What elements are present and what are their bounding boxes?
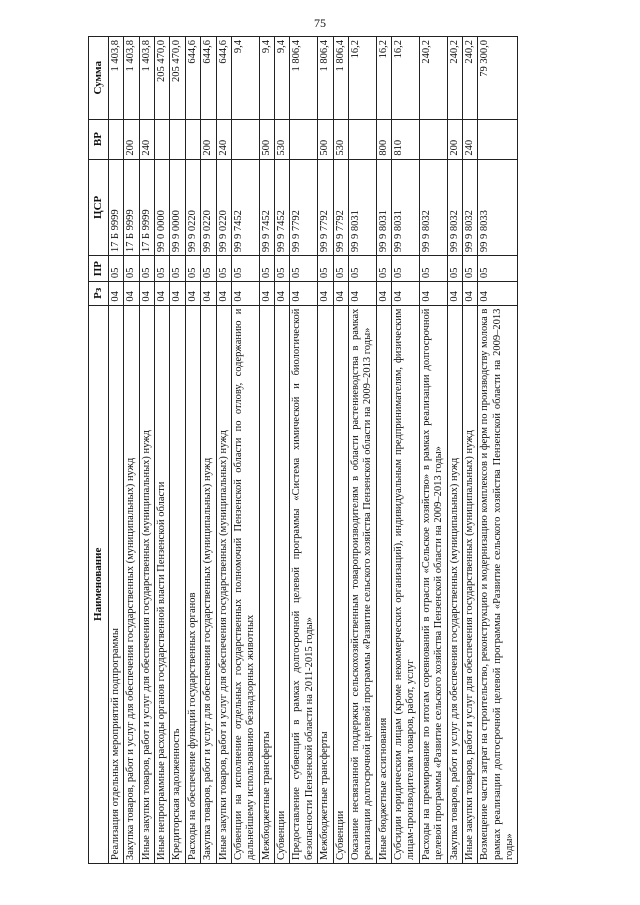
row-sum: 9,4: [259, 37, 274, 120]
row-vr: [231, 119, 259, 159]
row-vr: [170, 119, 185, 159]
header-rz: Рз: [89, 282, 109, 306]
row-sum: 205 470,0: [170, 37, 185, 120]
row-pr: 05: [318, 256, 333, 282]
row-pr: 05: [376, 256, 391, 282]
row-name: Закупка товаров, работ и услуг для обеспечения государственных (муниципальных) нужд: [447, 305, 462, 863]
row-vr: 800: [376, 119, 391, 159]
row-vr: 200: [201, 119, 216, 159]
row-vr: 500: [318, 119, 333, 159]
header-vr: ВР: [89, 119, 109, 159]
row-sum: 79 300,0: [478, 37, 518, 120]
row-pr: 05: [108, 256, 123, 282]
row-csr: 99 9 8031: [348, 159, 376, 256]
row-csr: 99 0 0000: [155, 159, 170, 256]
row-rz: 04: [419, 282, 447, 306]
row-name: Субвенции: [333, 305, 348, 863]
table-row: [231, 37, 259, 864]
row-vr: [108, 119, 123, 159]
table-row: [155, 37, 170, 864]
row-rz: 04: [376, 282, 391, 306]
row-name: Расходы на премирование по итогам соревнований в отрасли «Сельское хозяйство» в рамках реализации долгосрочной целевой программы «Развитие сельского хозяйства Пензенской области на 2009–2013 годы»: [419, 305, 447, 863]
row-vr: 530: [333, 119, 348, 159]
row-vr: 240: [139, 119, 154, 159]
table-row: [139, 37, 154, 864]
row-vr: 500: [259, 119, 274, 159]
row-pr: 05: [348, 256, 376, 282]
row-vr: [155, 119, 170, 159]
row-sum: 16,2: [348, 37, 376, 120]
row-csr: 17 Б 9999: [139, 159, 154, 256]
table-row: [348, 37, 376, 864]
row-vr: 240: [216, 119, 231, 159]
row-sum: 240,2: [419, 37, 447, 120]
table-row: [124, 37, 139, 864]
row-name: Кредиторская задолженность: [170, 305, 185, 863]
row-sum: 1 403,8: [139, 37, 154, 120]
header-row: [89, 37, 109, 864]
table-row: [419, 37, 447, 864]
row-sum: 1 806,4: [333, 37, 348, 120]
header-pr: ПР: [89, 256, 109, 282]
row-pr: 05: [216, 256, 231, 282]
row-rz: 04: [462, 282, 477, 306]
table-row: [318, 37, 333, 864]
row-name: Межбюджетные трансферты: [318, 305, 333, 863]
row-pr: 05: [275, 256, 290, 282]
row-rz: 04: [170, 282, 185, 306]
row-vr: 240: [462, 119, 477, 159]
row-rz: 04: [447, 282, 462, 306]
row-sum: 240,2: [447, 37, 462, 120]
row-name: Закупка товаров, работ и услуг для обеспечения государственных (муниципальных) нужд: [124, 305, 139, 863]
table-header: [89, 37, 109, 864]
row-rz: 04: [231, 282, 259, 306]
row-pr: 05: [259, 256, 274, 282]
row-pr: 05: [185, 256, 200, 282]
row-sum: 1 806,4: [290, 37, 318, 120]
row-pr: 05: [447, 256, 462, 282]
table-row: [392, 37, 420, 864]
table-row: [170, 37, 185, 864]
row-csr: 99 9 8031: [392, 159, 420, 256]
table-row: [478, 37, 518, 864]
row-vr: [348, 119, 376, 159]
row-csr: 99 9 7452: [259, 159, 274, 256]
row-csr: 99 9 7792: [290, 159, 318, 256]
row-sum: 1 806,4: [318, 37, 333, 120]
row-name: Субвенции: [275, 305, 290, 863]
table-row: [275, 37, 290, 864]
page-number: 75: [314, 16, 326, 30]
row-rz: 04: [392, 282, 420, 306]
row-name: Оказание несвязанной поддержки сельскохозяйственным товаропроизводителям в области растениеводства в рамках реализации долгосрочной целевой программы «Развитие сельского хозяйства Пензенской области на 2009–2013 годы»: [348, 305, 376, 863]
row-sum: 16,2: [376, 37, 391, 120]
row-vr: [419, 119, 447, 159]
rotated-table-wrapper: [88, 36, 553, 864]
table-body: [108, 37, 518, 864]
row-csr: 99 9 0220: [185, 159, 200, 256]
row-sum: 1 403,8: [124, 37, 139, 120]
table-row: [216, 37, 231, 864]
row-sum: 644,6: [201, 37, 216, 120]
row-sum: 240,2: [462, 37, 477, 120]
row-vr: [478, 119, 518, 159]
header-sum: Сумма: [89, 37, 109, 120]
row-vr: 810: [392, 119, 420, 159]
row-vr: 530: [275, 119, 290, 159]
row-pr: 05: [462, 256, 477, 282]
row-name: Иные закупки товаров, работ и услуг для обеспечения государственных (муниципальных) нужд: [216, 305, 231, 863]
row-csr: 99 9 0000: [170, 159, 185, 256]
table-row: [290, 37, 318, 864]
table-row: [462, 37, 477, 864]
row-sum: 9,4: [231, 37, 259, 120]
table-row: [447, 37, 462, 864]
row-name: Иные бюджетные ассигнования: [376, 305, 391, 863]
row-rz: 04: [348, 282, 376, 306]
row-rz: 04: [318, 282, 333, 306]
row-csr: 99 9 7792: [318, 159, 333, 256]
table-row: [259, 37, 274, 864]
row-name: Закупка товаров, работ и услуг для обеспечения государственных (муниципальных) нужд: [201, 305, 216, 863]
row-sum: 644,6: [185, 37, 200, 120]
row-pr: 05: [170, 256, 185, 282]
row-name: Иные закупки товаров, работ и услуг для обеспечения государственных (муниципальных) нужд: [462, 305, 477, 863]
row-csr: 99 9 8031: [376, 159, 391, 256]
row-csr: 99 9 8032: [462, 159, 477, 256]
row-rz: 04: [201, 282, 216, 306]
row-pr: 05: [333, 256, 348, 282]
row-vr: [185, 119, 200, 159]
row-pr: 05: [139, 256, 154, 282]
row-name: Иные закупки товаров, работ и услуг для обеспечения государственных (муниципальных) нужд: [139, 305, 154, 863]
row-rz: 04: [216, 282, 231, 306]
row-csr: 99 9 0220: [216, 159, 231, 256]
row-name: Межбюджетные трансферты: [259, 305, 274, 863]
header-csr: ЦСР: [89, 159, 109, 256]
table-row: [201, 37, 216, 864]
row-pr: 05: [392, 256, 420, 282]
row-pr: 05: [201, 256, 216, 282]
row-csr: 99 9 7452: [231, 159, 259, 256]
row-sum: 644,6: [216, 37, 231, 120]
row-rz: 04: [155, 282, 170, 306]
row-sum: 16,2: [392, 37, 420, 120]
table-row: [333, 37, 348, 864]
row-sum: 1 403,8: [108, 37, 123, 120]
row-name: Предоставление субвенций в рамках долгосрочной целевой программы «Система химической и биологической безопасности Пензенской области на 2011-2015 годы»: [290, 305, 318, 863]
row-csr: 99 9 7792: [333, 159, 348, 256]
row-pr: 05: [155, 256, 170, 282]
row-name: Возмещение части затрат на строительство, реконструкцию и модернизацию комплексов и ферм по производству молока в рамках реализации долгосрочной целевой программы «Развитие сельского хозяйства Пензенской области на 2009–2013 годы»: [478, 305, 518, 863]
row-vr: [290, 119, 318, 159]
row-pr: 05: [231, 256, 259, 282]
row-pr: 05: [290, 256, 318, 282]
row-csr: 17 Б 9999: [124, 159, 139, 256]
row-csr: 99 9 8032: [447, 159, 462, 256]
row-name: Иные непрограммные расходы органов государственной власти Пензенской области: [155, 305, 170, 863]
table-row: [185, 37, 200, 864]
row-rz: 04: [139, 282, 154, 306]
row-vr: 200: [124, 119, 139, 159]
row-csr: 99 9 7452: [275, 159, 290, 256]
row-pr: 05: [124, 256, 139, 282]
row-csr: 99 9 8033: [478, 159, 518, 256]
row-rz: 04: [259, 282, 274, 306]
row-rz: 04: [124, 282, 139, 306]
table-row: [376, 37, 391, 864]
row-sum: 205 470,0: [155, 37, 170, 120]
row-csr: 17 Б 9999: [108, 159, 123, 256]
row-sum: 9,4: [275, 37, 290, 120]
header-name: Наименование: [89, 305, 109, 863]
row-csr: 99 9 8032: [419, 159, 447, 256]
row-rz: 04: [185, 282, 200, 306]
budget-table: [88, 36, 518, 864]
table-row: [108, 37, 123, 864]
row-csr: 99 9 0220: [201, 159, 216, 256]
row-rz: 04: [333, 282, 348, 306]
row-name: Субвенции на исполнение отдельных государственных полномочий Пензенской области по отлову, содержанию и дальнейшему использованию безнадзорных животных: [231, 305, 259, 863]
row-name: Расходы на обеспечение функций государственных органов: [185, 305, 200, 863]
row-pr: 05: [419, 256, 447, 282]
row-pr: 05: [478, 256, 518, 282]
row-rz: 04: [478, 282, 518, 306]
row-name: Субсидии юридическим лицам (кроме некоммерческих организаций), индивидуальным предпринимателям, физическим лицам-производителям товаров, работ, услуг: [392, 305, 420, 863]
row-rz: 04: [108, 282, 123, 306]
row-name: Реализация отдельных мероприятий подпрограммы: [108, 305, 123, 863]
row-rz: 04: [275, 282, 290, 306]
row-vr: 200: [447, 119, 462, 159]
row-rz: 04: [290, 282, 318, 306]
